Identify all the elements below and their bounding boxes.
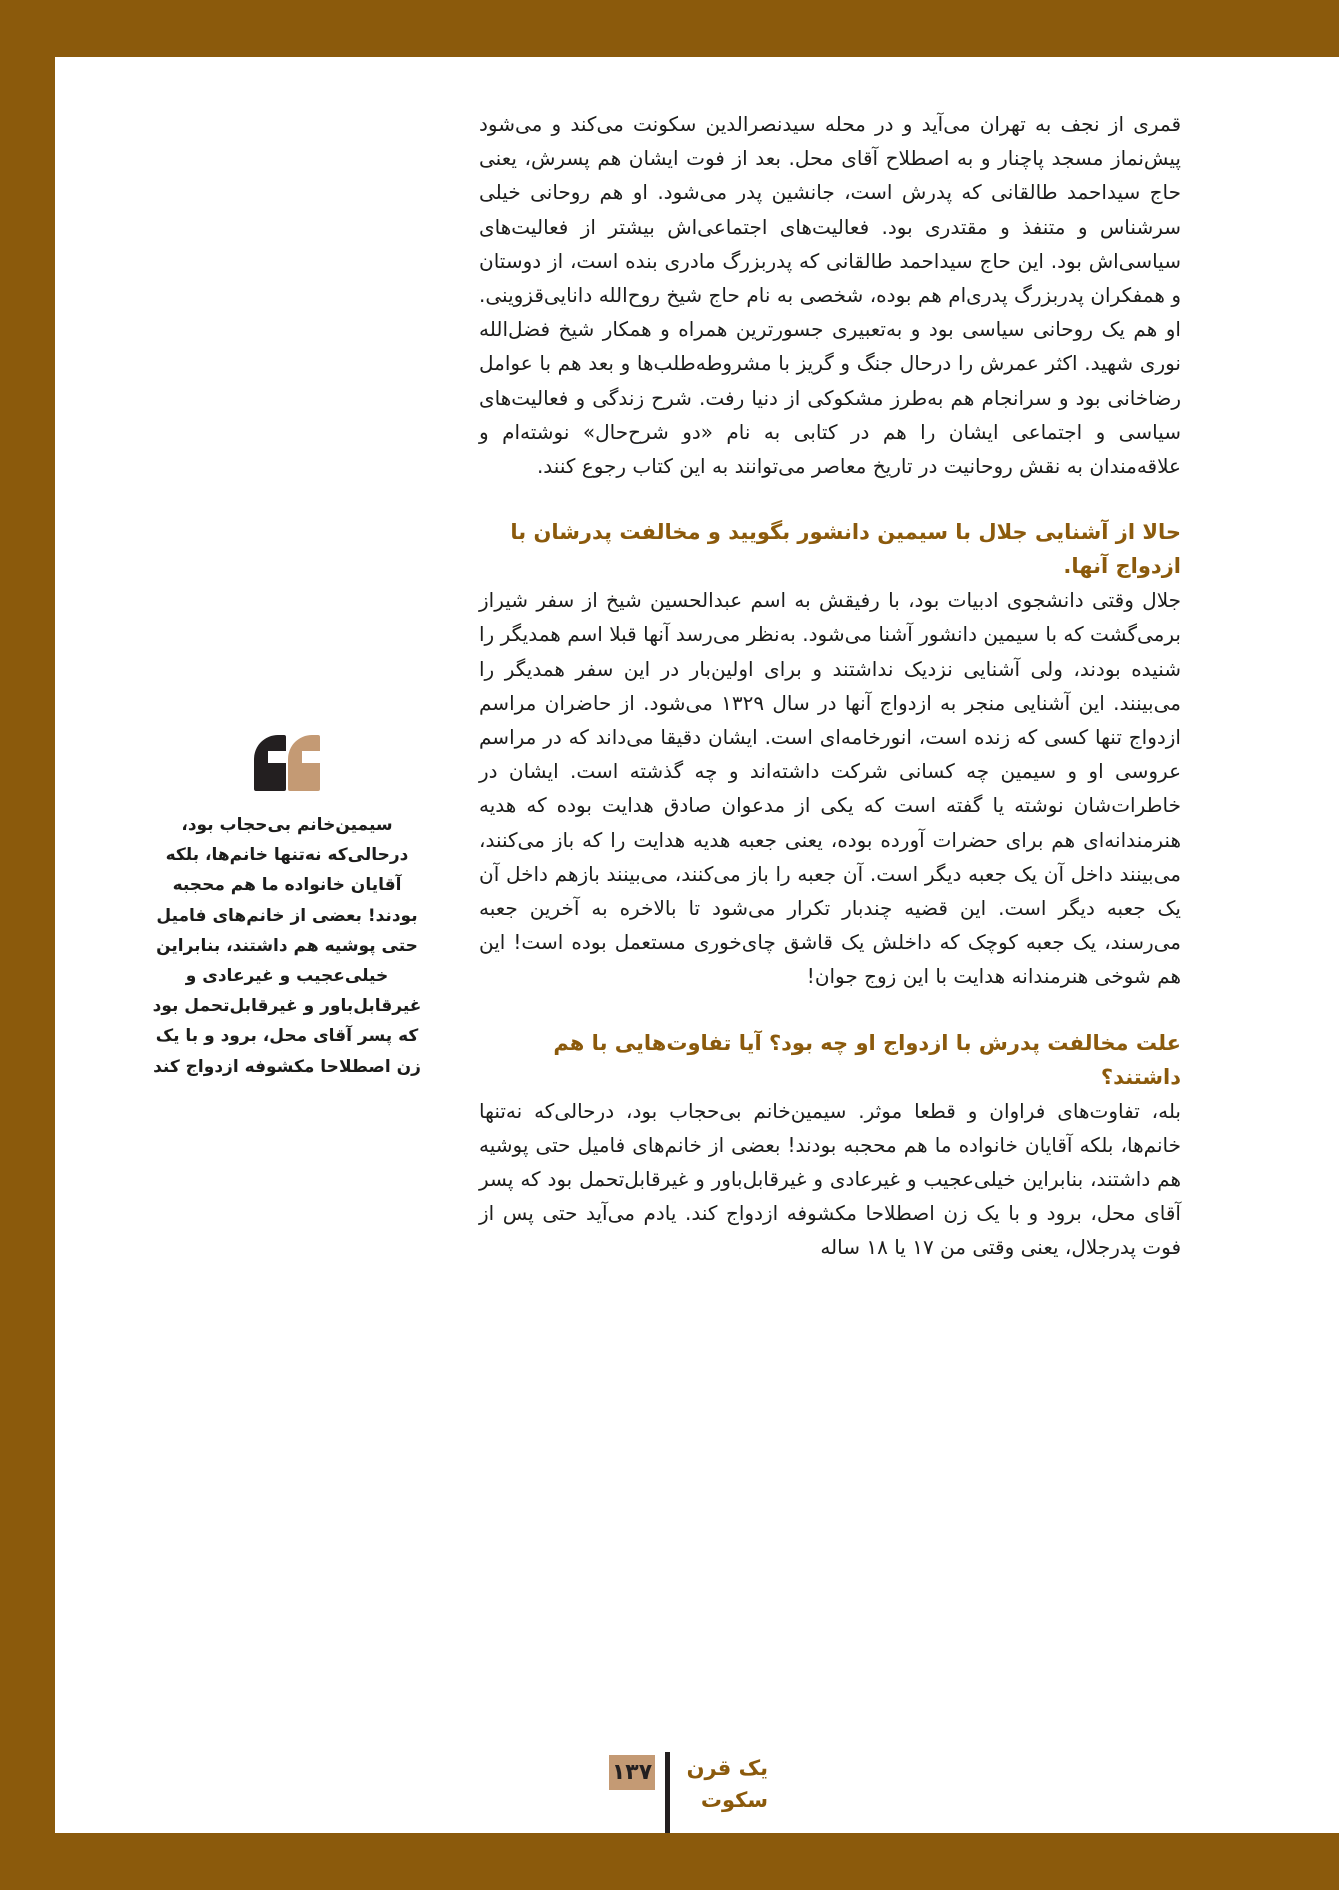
- series-title-line-2: سکوت: [700, 1788, 768, 1812]
- series-title: [678, 1752, 768, 1816]
- page-number: ۱۳۷: [609, 1755, 655, 1790]
- pull-quote: سیمین‌خانم بی‌حجاب بود، درحالی‌که نه‌تنها خانم‌ها، بلکه آقایان خانواده ما هم محجبه بودند! بعضی از خانم‌های فامیل حتی پوشیه هم داشتند، بنابراین خیلی‌عجیب و غیرعادی و غیرقابل‌باور و غیرقابل‌تحمل بود که پسر آقای محل، برود و با یک زن اصطلاحا مکشوفه ازدواج کند: [152, 815, 422, 1077]
- series-title-line-1: یک قرن: [686, 1756, 768, 1780]
- answer-paragraph-1: جلال وقتی دانشجوی ادبیات بود، با رفیقش به اسم عبدالحسین شیخ از سفر شیراز برمی‌گشت که با سیمین دانشور آشنا می‌شود. به‌نظر می‌رسد آنها قبلا اسم همدیگر را شنیده بودند، ولی آشنایی نزدیک نداشتند و برای اولین‌بار در این سفر همدیگر را می‌بینند. این آشنایی منجر به ازدواج آنها در سال ۱۳۲۹ می‌شود. از حاضران مراسم ازدواج تنها کسی که زنده است، انورخامه‌ای است. ایشان دقیقا می‌داند که در مراسم عروسی او و سیمین چه کسانی شرکت داشته‌اند و چه گذشته است. ایشان در خاطرات‌شان نوشته یا گفته است که یکی از مدعوان صادق هدایت بوده که هدیه هنرمندانه‌ای هم برای حضرات آورده بوده، یعنی جعبه هدیه هدایت را که باز می‌کنند، می‌بینند داخل آن یک جعبه دیگر است. آن جعبه را باز می‌کنند، می‌بینند بازهم داخل آن یک جعبه دیگر است. این قضیه چندبار تکرار می‌شود تا بالاخره به آخرین جعبه می‌رسند، یک جعبه کوچک که داخلش یک قاشق چای‌خوری مستعمل بوده است! این هم شوخی هنرمندانه هدایت با این زوج جوان!: [479, 588, 1181, 989]
- article-column: [479, 107, 1181, 1265]
- quote-mark-light: [288, 735, 320, 791]
- quote-icon: [254, 735, 322, 791]
- quote-mark-dark: [254, 735, 286, 791]
- footer-divider: [665, 1752, 670, 1833]
- question-heading-1: حالا از آشنایی جلال با سیمین دانشور بگویید و مخالفت پدرشان با ازدواج آنها.: [510, 520, 1181, 579]
- intro-paragraph: قمری از نجف به تهران می‌آید و در محله سیدنصرالدین سکونت می‌کند و می‌شود پیش‌نماز مسجد پاچنار و به اصطلاح آقای محل. بعد از فوت ایشان هم پسرش، یعنی حاج سیداحمد طالقانی که پدرش است، جانشین پدر می‌شود. او هم روحانی خیلی سرشناس و متنفذ و مقتدری بود. فعالیت‌های اجتماعی‌اش بیشتر از فعالیت‌های سیاسی‌اش بود. این حاج سیداحمد طالقانی که پدربزرگ مادری بنده است، از دوستان و همفکران پدربزرگ پدری‌ام هم بوده، شخصی به نام حاج شیخ روح‌الله دانایی‌قزوینی. او هم یک روحانی سیاسی بود و به‌تعبیری جسورترین همراه و همکار شیخ فضل‌الله نوری شهید. اکثر عمرش را درحال جنگ و گریز با مشروطه‌طلب‌ها و بعد هم با عوامل رضاخانی بود و سرانجام هم به‌طرز مشکوکی از دنیا رفت. شرح زندگی و فعالیت‌های سیاسی و اجتماعی ایشان را هم در کتابی به نام «دو شرح‌حال» نوشته‌ام و علاقه‌مندان به نقش روحانیت در تاریخ معاصر می‌توانند به این کتاب رجوع کنند.: [479, 112, 1181, 479]
- answer-paragraph-2: بله، تفاوت‌های فراوان و قطعا موثر. سیمین‌خانم بی‌حجاب بود، درحالی‌که نه‌تنها خانم‌ها، بلکه آقایان خانواده ما هم محجبه بودند! بعضی از خانم‌های فامیل حتی پوشیه هم داشتند، بنابراین خیلی‌عجیب و غیرعادی و غیرقابل‌باور و غیرقابل‌تحمل بود که پسر آقای محل، برود و با یک زن اصطلاحا مکشوفه ازدواج کند. یادم می‌آید حتی پس از فوت پدرجلال، یعنی وقتی من ۱۷ یا ۱۸ ساله: [479, 1098, 1181, 1260]
- question-heading-2: علت مخالفت پدرش با ازدواج او چه بود؟ آیا تفاوت‌هایی با هم داشتند؟: [553, 1030, 1181, 1089]
